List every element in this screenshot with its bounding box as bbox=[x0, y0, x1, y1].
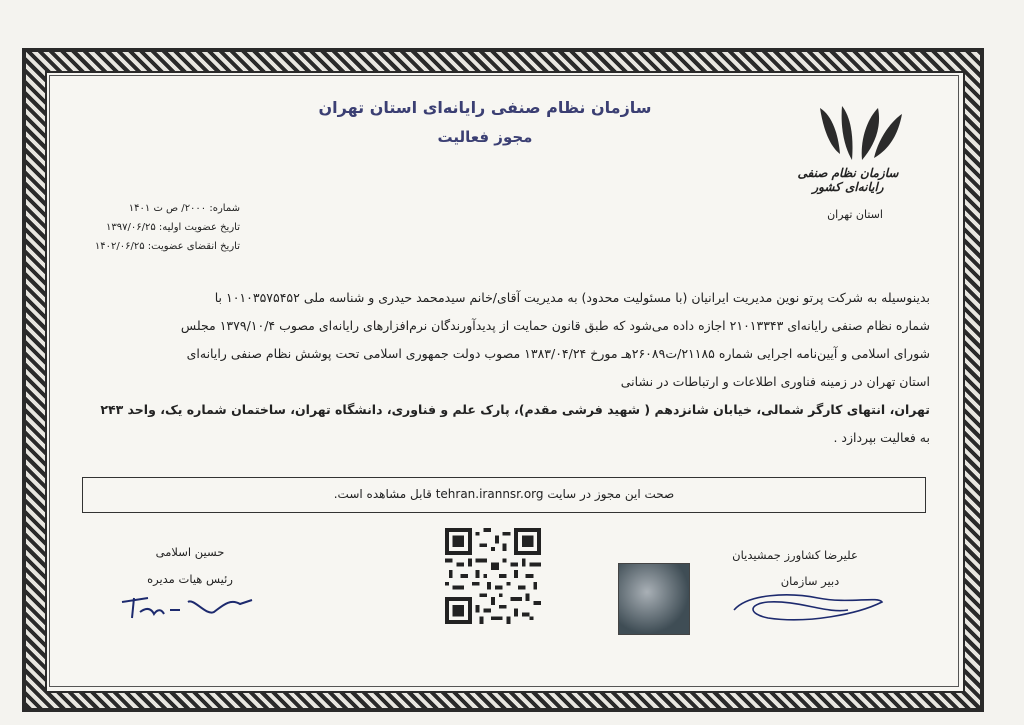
logo-text: سازمان نظام صنفی رایانه‌ای کشور bbox=[797, 166, 899, 194]
left-signatory-name: حسین اسلامی bbox=[155, 545, 225, 559]
page-title: سازمان نظام صنفی رایانه‌ای استان تهران bbox=[318, 98, 652, 117]
membership-expiry-date: تاریخ انقضای عضویت: ۱۴۰۲/۰۶/۲۵ bbox=[94, 241, 240, 252]
right-signature-icon bbox=[728, 584, 888, 628]
organization-logo-icon bbox=[812, 104, 908, 166]
license-number: شماره: ۲۰۰۰/ ص ت ۱۴۰۱ bbox=[128, 203, 240, 214]
body-line-4: استان تهران در زمینه فناوری اطلاعات و ارتباطات در نشانی bbox=[620, 374, 930, 389]
verification-box bbox=[82, 477, 926, 513]
right-signatory-role: دبیر سازمان bbox=[780, 574, 840, 588]
body-line-6: به فعالیت بپردازد . bbox=[833, 430, 930, 445]
body-line-3: شورای اسلامی و آیین‌نامه اجرایی شماره ۲۱۱۸۵/ت۲۶۰۸۹هـ مورخ ۱۳۸۳/۰۴/۲۴ مصوب دولت جمهوری اسلامی تحت پوشش نظام صنفی رایانه‌ای bbox=[186, 346, 930, 361]
province-label: استان تهران bbox=[827, 208, 883, 221]
left-signature-icon bbox=[118, 588, 258, 622]
page-subtitle: مجوز فعالیت bbox=[437, 128, 533, 146]
first-membership-date: تاریخ عضویت اولیه: ۱۳۹۷/۰۶/۲۵ bbox=[106, 222, 240, 233]
qr-code-icon bbox=[445, 528, 541, 624]
hologram-seal-icon bbox=[618, 563, 690, 635]
left-signatory-role: رئیس هیات مدیره bbox=[147, 572, 233, 586]
body-line-1: بدینوسیله به شرکت پرتو نوین مدیریت ایرانیان (با مسئولیت محدود) به مدیریت آقای/خانم سیدمحمد حیدری و شناسه ملی ۱۰۱۰۳۵۷۵۴۵۲ با bbox=[214, 290, 930, 305]
address-line: تهران، انتهای کارگر شمالی، خیابان شانزدهم ( شهید فرشی مقدم)، پارک علم و فناوری، دانشگاه تهران، ساختمان شماره یک، واحد ۲۴۳ bbox=[100, 402, 930, 417]
right-signatory-name: علیرضا کشاورز جمشیدیان bbox=[732, 548, 858, 562]
verification-text: صحت این مجوز در سایت tehran.irannsr.org قابل مشاهده است. bbox=[333, 487, 675, 501]
body-line-2: شماره نظام صنفی رایانه‌ای ۲۱۰۱۳۳۴۳ اجازه داده می‌شود که طبق قانون حمایت از پدیدآورندگان نرم‌افزارهای رایانه‌ای مصوب ۱۳۷۹/۱۰/۴ مجلس bbox=[180, 318, 930, 333]
